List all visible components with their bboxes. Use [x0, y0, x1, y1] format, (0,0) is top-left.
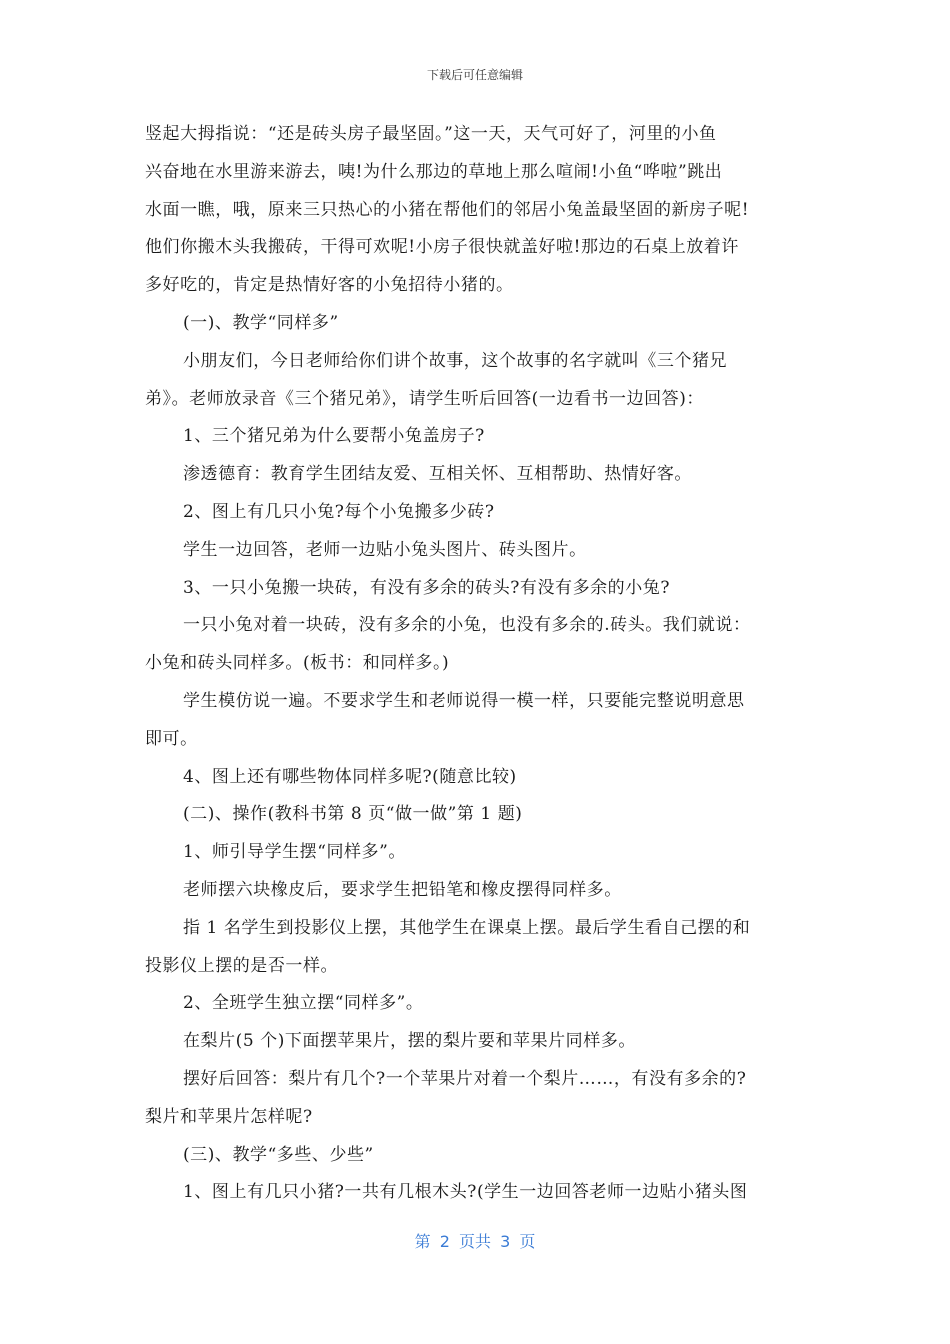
paragraph-line: 1、三个猪兄弟为什么要帮小兔盖房子?	[183, 426, 485, 447]
paragraph-line: 一只小兔对着一块砖，没有多余的小兔，也没有多余的.砖头。我们就说：	[183, 615, 751, 636]
paragraph-line: 竖起大拇指说：“还是砖头房子最坚固。”这一天，天气可好了，河里的小鱼	[145, 124, 717, 144]
paragraph-line: 在梨片(5 个)下面摆苹果片，摆的梨片要和苹果片同样多。	[183, 1031, 636, 1052]
page-footer: 第 2 页共 3 页	[414, 1232, 536, 1251]
paragraph-line: 1、师引导学生摆“同样多”。	[183, 842, 406, 863]
paragraph-line: 他们你搬木头我搬砖，干得可欢呢!小房子很快就盖好啦!那边的石桌上放着许	[145, 237, 739, 258]
paragraph-line: (一)、教学“同样多”	[183, 312, 339, 333]
paragraph-line: 摆好后回答：梨片有几个?一个苹果片对着一个梨片……，有没有多余的?	[183, 1068, 747, 1089]
paragraph-line: 兴奋地在水里游来游去，咦!为什么那边的草地上那么喧闹!小鱼“哗啦”跳出	[145, 161, 723, 182]
paragraph-line: 学生一边回答，老师一边贴小兔头图片、砖头图片。	[183, 539, 587, 560]
paragraph-line: 弟》。老师放录音《三个猪兄弟》，请学生听后回答(一边看书一边回答)：	[145, 388, 704, 409]
paragraph-line: 3、一只小兔搬一块砖，有没有多余的砖头?有没有多余的小兔?	[183, 577, 670, 598]
paragraph-line: 渗透德育：教育学生团结友爱、互相关怀、互相帮助、热情好客。	[183, 464, 692, 485]
paragraph-line: 4、图上还有哪些物体同样多呢?(随意比较)	[183, 766, 517, 787]
document-body	[145, 116, 807, 1212]
paragraph-line: (二)、操作(教科书第 8 页“做一做”第 1 题)	[183, 804, 523, 825]
paragraph-line: 指 1 名学生到投影仪上摆，其他学生在课桌上摆。最后学生看自己摆的和	[183, 917, 751, 938]
paragraph-line: 学生模仿说一遍。不要求学生和老师说得一模一样，只要能完整说明意思	[183, 690, 745, 711]
paragraph-line: 梨片和苹果片怎样呢?	[145, 1106, 313, 1127]
paragraph-line: 水面一瞧，哦，原来三只热心的小猪在帮他们的邻居小兔盖最坚固的新房子呢!	[145, 199, 750, 220]
paragraph-line: 投影仪上摆的是否一样。	[145, 955, 339, 976]
paragraph-line: 2、图上有几只小兔?每个小兔搬多少砖?	[183, 501, 495, 522]
paragraph-line: 老师摆六块橡皮后，要求学生把铅笔和橡皮摆得同样多。	[183, 879, 622, 900]
paragraph-line: 多好吃的，肯定是热情好客的小兔招待小猪的。	[145, 275, 514, 296]
paragraph-line: 小朋友们，今日老师给你们讲个故事，这个故事的名字就叫《三个猪兄	[183, 350, 728, 371]
page-header: 下载后可任意编辑	[426, 68, 523, 82]
paragraph-line: 1、图上有几只小猪?一共有几根木头?(学生一边回答老师一边贴小猪头图	[183, 1182, 748, 1203]
paragraph-line: 2、全班学生独立摆“同样多”。	[183, 993, 424, 1014]
paragraph-line: 即可。	[145, 728, 198, 749]
paragraph-line: (三)、教学“多些、少些”	[183, 1144, 374, 1165]
paragraph-line: 小兔和砖头同样多。(板书：和同样多。)	[145, 653, 450, 674]
